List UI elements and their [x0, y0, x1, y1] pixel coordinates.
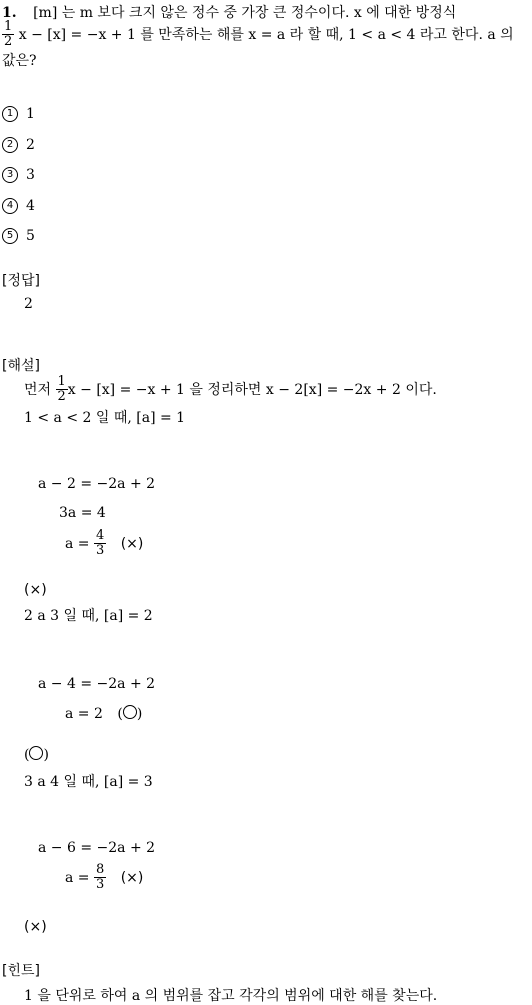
- choice-4[interactable]: 4 4: [2, 198, 35, 214]
- problem-line-2: [2, 20, 514, 50]
- case2-result: ( ): [24, 747, 49, 763]
- case3-equation-2: a = $\frac{8}{3}$ (×): [65, 862, 144, 893]
- case3-equation-1: a − 6 = −2a + 2: [38, 840, 156, 856]
- case1-equation-3: a = $\frac{4}{3}$ (×): [65, 528, 144, 559]
- problem-fraction: $\frac{1}{2}$: [4, 19, 13, 50]
- case1-equation-2: 3a = 4: [59, 505, 106, 521]
- case3-heading: 3 a 4 일 때, [a] = 3: [24, 774, 153, 790]
- case2-equation-2: a = 2 ( ): [65, 706, 143, 722]
- solution-intro-fraction: $\frac{1}{2}$: [57, 374, 66, 405]
- hint-label: [힌트]: [2, 963, 40, 979]
- problem-text-3: 값은?: [2, 53, 37, 69]
- case1-equation-1: a − 2 = −2a + 2: [38, 476, 156, 492]
- case3-cross-mark: (×): [120, 869, 144, 886]
- circle-icon: [29, 746, 43, 760]
- case1-heading: 1 < a < 2 일 때, [a] = 1: [24, 410, 186, 426]
- answer-value: 2: [24, 296, 33, 312]
- problem-number: 1.: [2, 5, 17, 21]
- case3-fraction: $\frac{8}{3}$: [95, 862, 105, 893]
- solution-label: [해설]: [2, 358, 40, 374]
- case2-heading: 2 a 3 일 때, [a] = 2: [24, 608, 153, 624]
- choice-2[interactable]: 2 2: [2, 137, 35, 153]
- choice-3[interactable]: 3 3: [2, 167, 35, 183]
- problem-line-1: [2, 2, 456, 22]
- case1-cross-mark: (×): [120, 535, 144, 552]
- problem-text-2: x − [x] = −x + 1 를 만족하는 해를 x = a 라 할 때, 1 < a < 4 라고 한다. a 의: [18, 26, 514, 43]
- hint-text: 1 을 단위로 하여 a 의 범위를 잡고 각각의 범위에 대한 해를 찾는다.: [24, 988, 438, 1004]
- case2-equation-1: a − 4 = −2a + 2: [38, 676, 156, 692]
- choice-5[interactable]: 5 5: [2, 228, 35, 244]
- case1-result: (×): [24, 582, 47, 598]
- choice-1[interactable]: 1 1: [2, 106, 35, 122]
- solution-intro: 먼저 $\frac{1}{2}$ x − [x] = −x + 1 을 정리하면 x − 2[x] = −2x + 2 이다.: [24, 374, 437, 405]
- case2-circle-mark: ( ): [117, 706, 143, 722]
- circle-icon: [123, 705, 137, 719]
- case3-result: (×): [24, 919, 47, 935]
- problem-text-1: [m] 는 m 보다 크지 않은 정수 중 가장 큰 정수이다. x 에 대한 방정식: [33, 5, 457, 21]
- case1-fraction: $\frac{4}{3}$: [95, 528, 105, 559]
- answer-label: [정답]: [2, 273, 40, 289]
